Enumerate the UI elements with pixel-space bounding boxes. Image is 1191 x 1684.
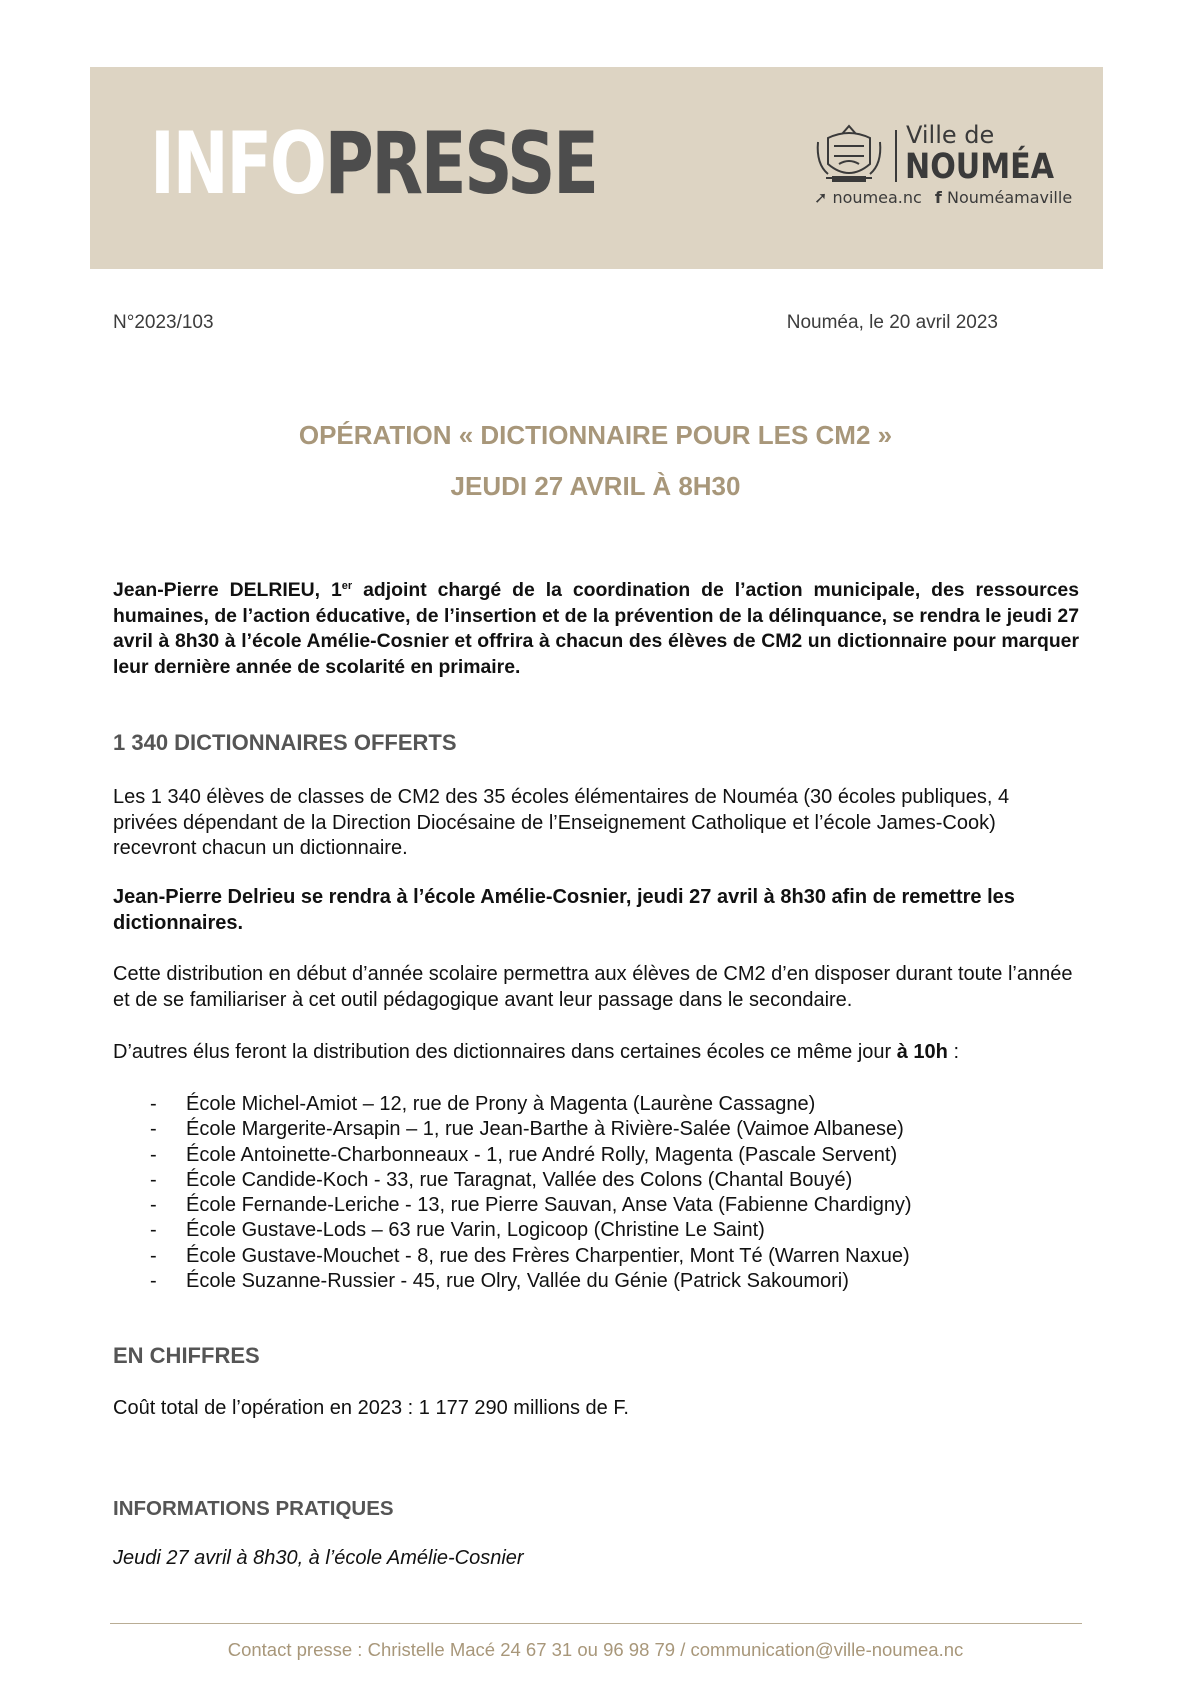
list-item	[150, 1168, 912, 1193]
list-marker: -	[150, 1143, 157, 1166]
facebook-icon: f	[934, 188, 942, 207]
list-item	[150, 1244, 912, 1269]
school-list	[150, 1092, 912, 1294]
list-item	[150, 1143, 912, 1168]
paragraph-visit: Jean-Pierre Delrieu se rendra à l’école Amélie-Cosnier, jeudi 27 avril à 8h30 afin de remettre les dictionnaires.	[113, 886, 1015, 934]
press-release-number: N°2023/103	[113, 312, 214, 333]
logo-city-name: NOUMÉA	[905, 147, 1055, 187]
list-marker: -	[150, 1093, 157, 1115]
intro-rest: adjoint chargé de la coordination de l’action municipale, des ressources humaines, de l’action éducative, de l’insertion et de la prévention de la délinquance, se rendra le jeudi 27 avril à 8h30 à l’école Amélie-Cosnier et offrira à chacun des élèves de CM2 un dictionnaire pour marquer leur dernière année de scolarité en primaire.	[113, 579, 1079, 678]
other-elected-time: à 10h	[896, 1041, 948, 1063]
intro-paragraph	[113, 578, 1079, 680]
intro-superscript: er	[341, 580, 353, 592]
noumea-logo	[814, 121, 1073, 212]
footer-contact: Contact presse : Christelle Macé 24 67 31 ou 96 98 79 / communication@ville-noumea.nc	[227, 1639, 964, 1660]
page-title: OPÉRATION « DICTIONNAIRE POUR LES CM2 »	[298, 420, 893, 450]
header-banner	[90, 67, 1103, 269]
page-subtitle: JEUDI 27 AVRIL À 8H30	[450, 471, 741, 501]
place-and-date: Nouméa, le 20 avril 2023	[786, 312, 998, 333]
site-link[interactable]: noumea.nc	[832, 188, 922, 207]
school-entry: École Michel-Amiot – 12, rue de Prony à Magenta (Laurène Cassagne)	[186, 1093, 816, 1115]
section-heading-practical-info: INFORMATIONS PRATIQUES	[113, 1497, 394, 1520]
crest-emblem-icon	[814, 124, 884, 188]
school-entry: École Suzanne-Russier - 45, rue Olry, Vallée du Génie (Patrick Sakoumori)	[186, 1270, 849, 1293]
logo-divider	[895, 130, 897, 182]
social-link[interactable]: Nouméamaville	[946, 188, 1073, 207]
brand-info: INFO	[150, 114, 325, 214]
section-heading-dictionaries: 1 340 DICTIONNAIRES OFFERTS	[113, 730, 457, 755]
intro-start: Jean-Pierre DELRIEU, 1	[113, 579, 342, 601]
brand-presse: PRESSE	[324, 114, 597, 214]
list-item	[150, 1092, 912, 1117]
list-marker: -	[150, 1219, 157, 1242]
paragraph-distribution: Cette distribution en début d’année scolaire permettra aux élèves de CM2 d’en disposer durant toute l’année et de se familiariser à cet outil pédagogique avant leur passage dans le secondaire.	[113, 963, 1073, 1011]
list-item	[150, 1269, 912, 1294]
list-item	[150, 1193, 912, 1218]
paragraph-other-elected	[113, 1040, 1079, 1066]
logo-ville-de: Ville de	[906, 121, 995, 149]
paragraph-total-cost: Coût total de l’opération en 2023 : 1 177 290 millions de F.	[113, 1397, 629, 1419]
arrow-icon: ➚	[814, 188, 828, 207]
school-entry: École Fernande-Leriche - 13, rue Pierre Sauvan, Anse Vata (Fabienne Chardigny)	[186, 1194, 912, 1217]
paragraph-practical-info: Jeudi 27 avril à 8h30, à l’école Amélie-Cosnier	[113, 1547, 524, 1569]
list-marker: -	[150, 1270, 157, 1293]
footer-divider	[110, 1623, 1082, 1624]
other-elected-text: D’autres élus feront la distribution des dictionnaires dans certaines écoles ce même jour	[113, 1041, 897, 1063]
infopresse-brand	[150, 114, 597, 214]
list-item	[150, 1117, 912, 1142]
school-entry: École Antoinette-Charbonneaux - 1, rue André Rolly, Magenta (Pascale Servent)	[186, 1143, 898, 1166]
list-marker: -	[150, 1168, 157, 1191]
school-entry: École Candide-Koch - 33, rue Taragnat, Vallée des Colons (Chantal Bouyé)	[186, 1168, 853, 1191]
school-entry: École Margerite-Arsapin – 1, rue Jean-Barthe à Rivière-Salée (Vaimoe Albanese)	[186, 1118, 904, 1141]
school-entry: École Gustave-Mouchet - 8, rue des Frères Charpentier, Mont Té (Warren Naxue)	[186, 1244, 910, 1267]
logo-links	[814, 188, 1072, 208]
paragraph-students: Les 1 340 élèves de classes de CM2 des 35 écoles élémentaires de Nouméa (30 écoles publiques, 4 privées dépendant de la Direction Diocésaine de l’Enseignement Catholique et l’école James-Cook) recevront chacun un dictionnaire.	[113, 786, 1010, 859]
list-marker: -	[150, 1194, 157, 1217]
section-heading-figures: EN CHIFFRES	[113, 1343, 260, 1368]
list-marker: -	[150, 1118, 157, 1141]
list-item	[150, 1218, 912, 1243]
other-elected-colon: :	[947, 1041, 960, 1063]
list-marker: -	[150, 1244, 157, 1267]
school-entry: École Gustave-Lods – 63 rue Varin, Logicoop (Christine Le Saint)	[186, 1219, 765, 1242]
